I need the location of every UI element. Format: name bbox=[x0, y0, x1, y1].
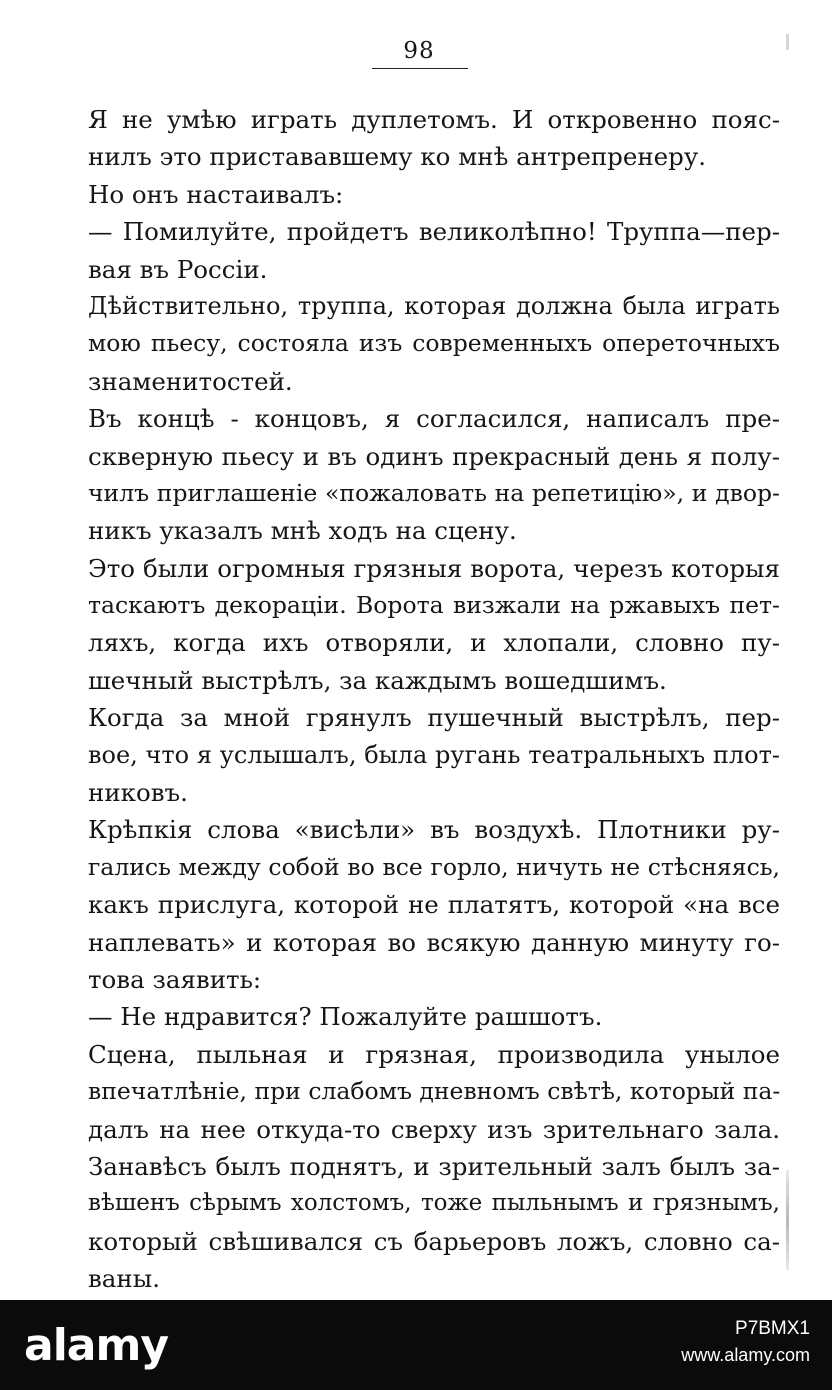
text-line: нилъ это пристававшему ко мнѣ антрепренеру. bbox=[88, 142, 707, 172]
text-line: какъ прислуга, которой не платятъ, которой «на все bbox=[88, 890, 780, 920]
text-line: Но онъ настаивалъ: bbox=[88, 179, 344, 209]
text-line: далъ на нее откуда-то сверху изъ зрительнаго зала. bbox=[88, 1114, 780, 1144]
text-line: Я не умѣю играть дуплетомъ. И откровенно пояс- bbox=[88, 105, 780, 134]
scan-mark bbox=[786, 34, 789, 50]
page-number-rule bbox=[372, 68, 468, 69]
text-line: мою пьесу, состояла изъ современныхъ опереточныхъ bbox=[88, 329, 780, 358]
text-line: гались между собой во все горло, ничуть не стѣсняясь, bbox=[88, 852, 780, 881]
text-line: ляхъ, когда ихъ отворяли, и хлопали, словно пу- bbox=[88, 628, 780, 658]
text-line: знаменитостей. bbox=[88, 366, 293, 396]
text-line: това заявить: bbox=[88, 964, 262, 994]
image-url[interactable]: www.alamy.com bbox=[681, 1345, 810, 1365]
stock-banner bbox=[0, 1300, 832, 1390]
text-line: никъ указалъ мнѣ ходъ на сцену. bbox=[88, 516, 517, 546]
text-line: вое, что я услышалъ, была ругань театральныхъ плот- bbox=[88, 740, 780, 769]
text-line: вѣшенъ сѣрымъ холстомъ, тоже пыльнымъ и грязнымъ, bbox=[88, 1190, 780, 1217]
text-line: Это были огромныя грязныя ворота, черезъ которыя bbox=[88, 553, 780, 583]
text-line: Въ концѣ - концовъ, я согласился, написалъ пре- bbox=[88, 404, 780, 434]
text-line: — Помилуйте, пройдетъ великолѣпно! Труппа—пер- bbox=[88, 217, 780, 247]
logo-text: alamy bbox=[24, 1319, 168, 1371]
text-line: — Не ндравится? Пожалуйте рашшотъ. bbox=[88, 1002, 603, 1032]
text-line: Крѣпкія слова «висѣли» въ воздухѣ. Плотники ру- bbox=[88, 815, 780, 845]
image-id: P7BMX1 bbox=[735, 1318, 810, 1339]
text-line: чилъ приглашеніе «пожаловать на репетицію», и двор- bbox=[88, 478, 780, 507]
text-line: вая въ Россіи. bbox=[88, 254, 268, 284]
scan-edge bbox=[786, 1170, 789, 1270]
text-line: таскаютъ декораціи. Ворота визжали на ржавыхъ пет- bbox=[88, 591, 780, 620]
body-text bbox=[88, 101, 780, 1298]
text-line: Когда за мной грянулъ пушечный выстрѣлъ, пер- bbox=[88, 703, 780, 733]
text-line: ваны. bbox=[88, 1264, 161, 1294]
text-line: впечатлѣніе, при слабомъ дневномъ свѣтѣ, который па- bbox=[88, 1077, 781, 1106]
text-line: Сцена, пыльная и грязная, производила унылое bbox=[88, 1039, 780, 1069]
text-line: скверную пьесу и въ одинъ прекрасный день я полу- bbox=[88, 441, 780, 471]
text-line: никовъ. bbox=[88, 778, 188, 808]
text-line: наплевать» и которая во всякую данную минуту го- bbox=[88, 927, 780, 957]
text-line: Занавѣсъ былъ поднятъ, и зрительный залъ былъ за- bbox=[88, 1151, 780, 1181]
page-number: 98 bbox=[403, 38, 435, 64]
text-line: шечный выстрѣлъ, за каждымъ вошедшимъ. bbox=[88, 665, 667, 695]
text-line: Дѣйствительно, труппа, которая должна была играть bbox=[88, 291, 780, 320]
alamy-logo[interactable] bbox=[24, 1308, 168, 1382]
image-id-block bbox=[681, 1316, 810, 1368]
text-line: который свѣшивался съ барьеровъ ложъ, словно са- bbox=[88, 1226, 780, 1256]
